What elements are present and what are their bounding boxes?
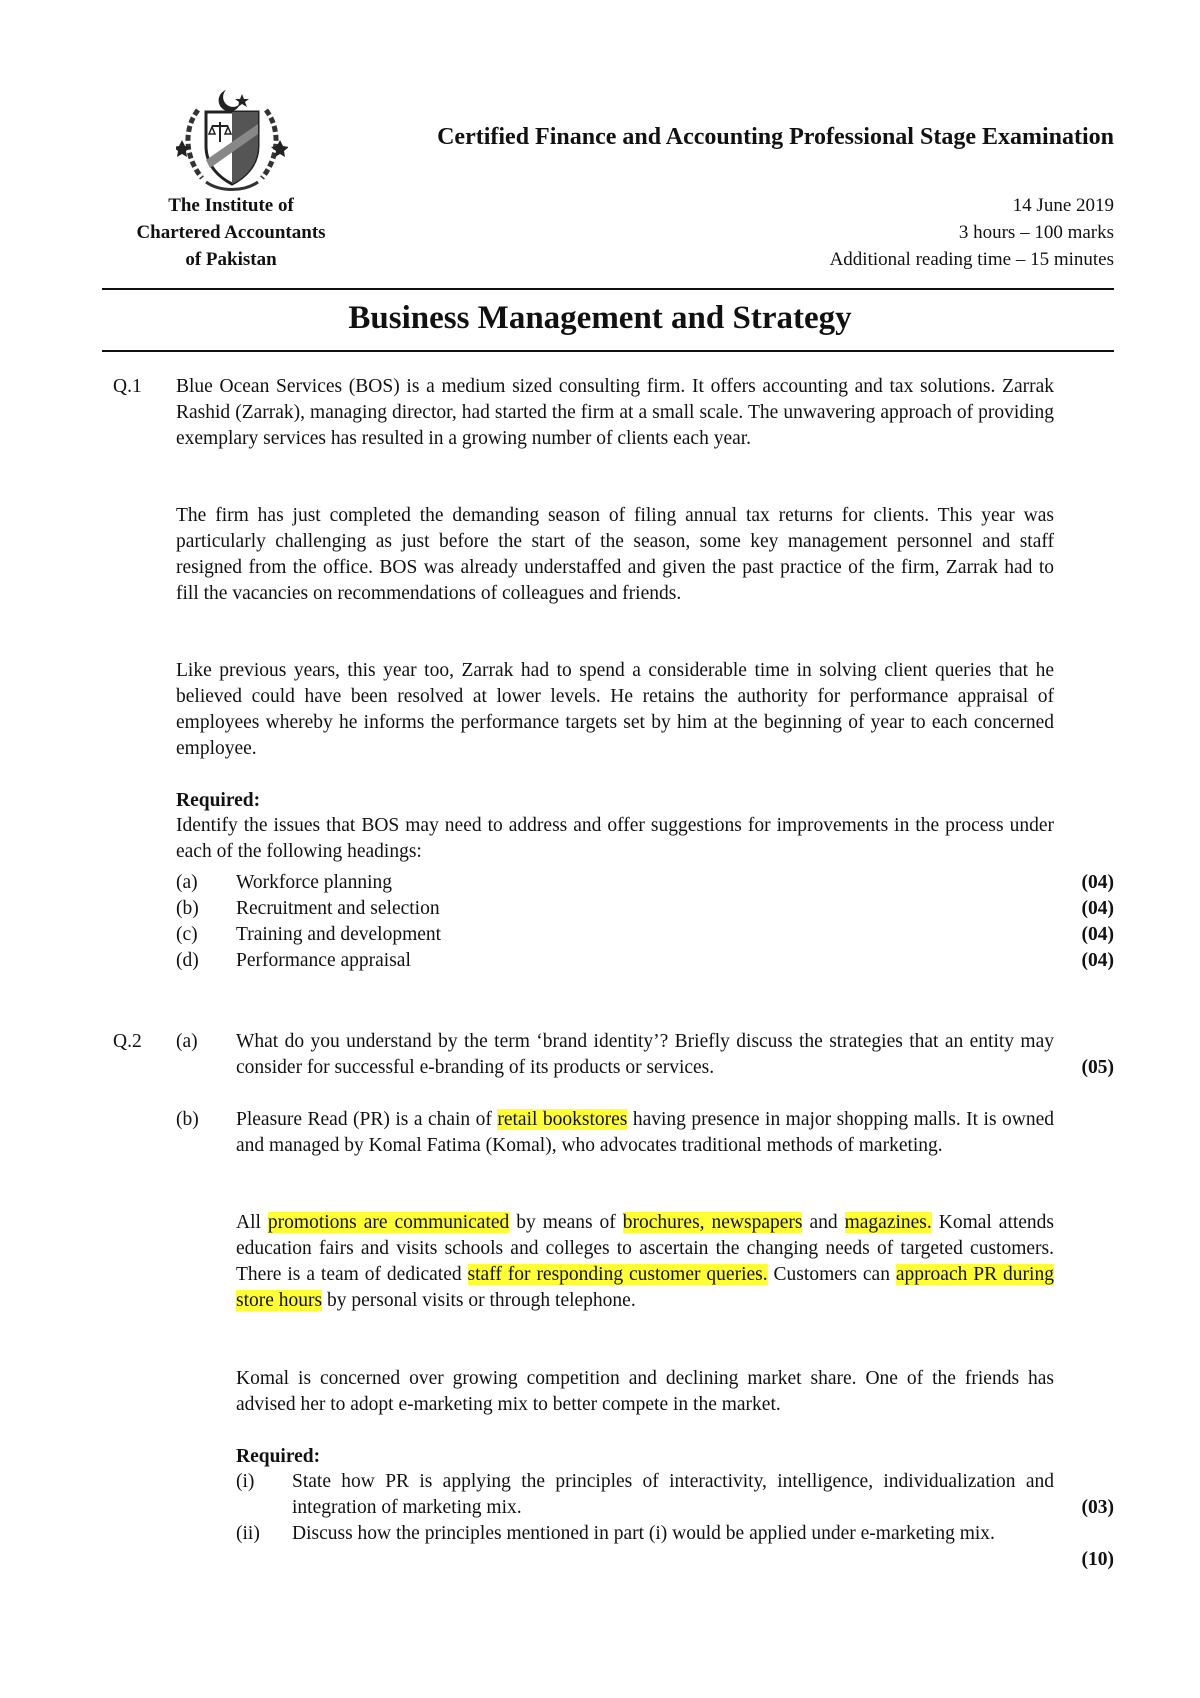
highlight: retail bookstores (497, 1109, 628, 1130)
q1-number: Q.1 (113, 376, 142, 397)
q1-part-text: Training and development (236, 924, 442, 945)
divider-top (102, 288, 1114, 290)
q2b-paragraph-3: Komal is concerned over growing competition and declining market share. One of the friends has advised her to adopt e-marketing mix to better compete in the market. (236, 1368, 1054, 1415)
subject-title: Business Management and Strategy (348, 300, 852, 336)
highlight: magazines. (844, 1212, 932, 1233)
q1-part-marks: (04) (1081, 872, 1114, 893)
q1-paragraph-1: Blue Ocean Services (BOS) is a medium sized consulting firm. It offers accounting and tax solutions. Zarrak Rashid (Zarrak), managing director, had started the firm at a small scale. The unwavering approach of providing exemplary services has resulted in a growing number of clients each year. (176, 376, 1054, 449)
icap-crest-logo (176, 84, 288, 196)
q1-part-label: (d) (176, 950, 199, 971)
exam-duration: 3 hours – 100 marks (958, 222, 1114, 243)
q2-number: Q.2 (113, 1031, 142, 1052)
institute-name: The Institute of Chartered Accountants of Pakistan (136, 195, 326, 270)
q1-part-label: (b) (176, 898, 199, 919)
q1-part-label: (c) (176, 924, 198, 945)
q2b-part-marks: (10) (1081, 1549, 1114, 1570)
exam-date: 14 June 2019 (1012, 195, 1114, 216)
highlight: brochures, newspapers (622, 1212, 803, 1233)
q2b-part-text: Discuss how the principles mentioned in part (i) would be applied under e-marketing mix. (292, 1523, 995, 1544)
q1-part-text: Recruitment and selection (236, 898, 440, 919)
highlight: promotions are communicated (267, 1212, 510, 1233)
q1-part-marks: (04) (1081, 924, 1114, 945)
q2a-label: (a) (176, 1031, 198, 1052)
q2b-part-text: State how PR is applying the principles of interactivity, intelligence, individualization and integration of marketing mix. (292, 1471, 1054, 1518)
exam-title: Certified Finance and Accounting Professional Stage Examination (437, 124, 1114, 150)
q2b-part-label: (ii) (236, 1523, 260, 1544)
q2b-label: (b) (176, 1109, 199, 1130)
q1-paragraph-2: The firm has just completed the demanding season of filing annual tax returns for clients. This year was particularly challenging as just before the start of the season, some key management personnel and staff resigned from the office. BOS was already understaffed and given the past practice of the firm, Zarrak had to fill the vacancies on recommendations of colleagues and friends. (176, 505, 1054, 604)
q2b-part-marks: (03) (1081, 1497, 1114, 1518)
q1-required-text: Identify the issues that BOS may need to address and offer suggestions for improvements in the process under each of the following headings: (176, 815, 1054, 862)
q1-required-heading: Required: (176, 790, 261, 811)
exam-info (830, 192, 1114, 273)
q2a-text: What do you understand by the term ‘brand identity’? Briefly discuss the strategies that an entity may consider for successful e-branding of its products or services. (236, 1031, 1054, 1078)
q2b-part-label: (i) (236, 1471, 255, 1492)
q1-part-marks: (04) (1081, 898, 1114, 919)
highlight: approach PR during store hours (236, 1264, 1054, 1311)
q2b-required-heading: Required: (236, 1446, 321, 1467)
q2b-paragraph-2: All promotions are communicated by means of brochures, newspapers and magazines. Komal attends education fairs and visits schools and colleges to ascertain the changing needs of targeted customers. There is a team of dedicated staff for responding customer queries. Customers can approach PR during store hours by personal visits or through telephone. (236, 1212, 1055, 1311)
divider-bottom (102, 350, 1114, 352)
reading-time: Additional reading time – 15 minutes (829, 249, 1114, 270)
q1-part-label: (a) (176, 872, 198, 893)
q1-part-marks: (04) (1081, 950, 1114, 971)
q1-part-text: Performance appraisal (236, 950, 411, 971)
q2a-marks: (05) (1081, 1057, 1114, 1078)
q1-paragraph-3: Like previous years, this year too, Zarrak had to spend a considerable time in solving client queries that he believed could have been resolved at lower levels. He retains the authority for performance appraisal of employees whereby he informs the performance targets set by him at the beginning of year to each concerned employee. (176, 660, 1054, 759)
q2b-paragraph-1: Pleasure Read (PR) is a chain of retail bookstores having presence in major shopping malls. It is owned and managed by Komal Fatima (Komal), who advocates traditional methods of marketing. (236, 1109, 1054, 1156)
highlight: staff for responding customer queries. (467, 1264, 768, 1285)
q1-part-text: Workforce planning (236, 872, 392, 893)
